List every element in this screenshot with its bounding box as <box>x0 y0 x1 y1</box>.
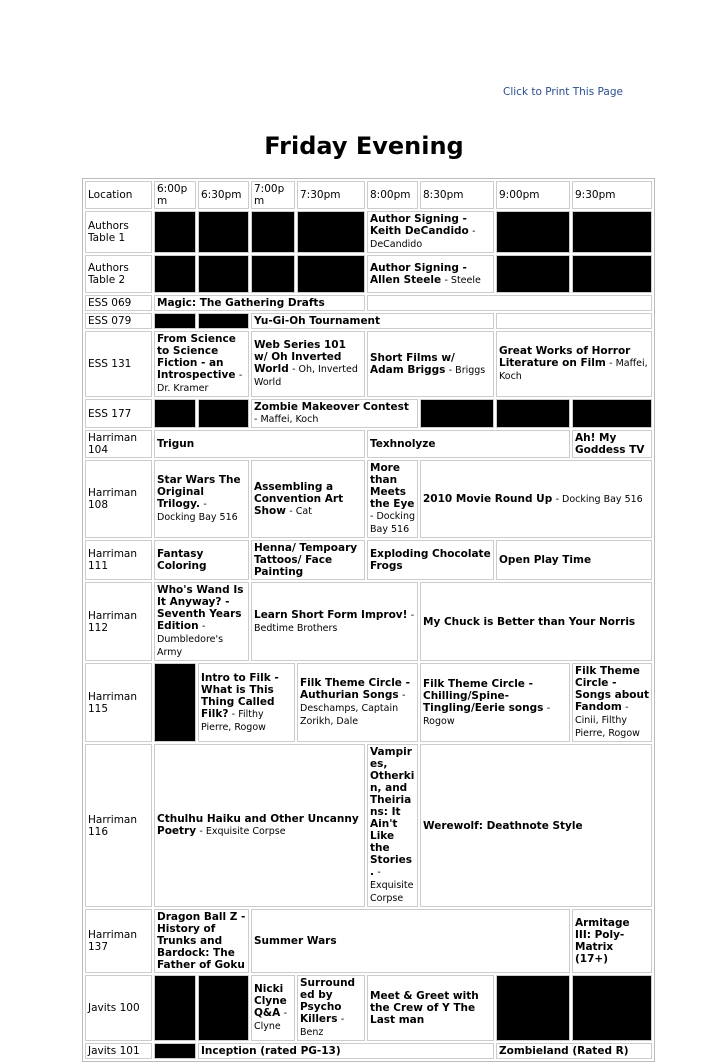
blocked-slot <box>154 399 196 428</box>
event-presenter: - Docking Bay 516 <box>370 511 415 535</box>
blocked-slot <box>154 1043 196 1059</box>
blocked-slot <box>420 399 494 428</box>
event-cell <box>154 540 249 580</box>
event-presenter: - DeCandido <box>370 226 476 250</box>
schedule-row <box>85 744 652 907</box>
blocked-slot <box>198 975 249 1041</box>
event-title: Armitage III: Poly-Matrix (17+) <box>575 917 630 965</box>
column-header-time: 9:00pm <box>496 181 570 209</box>
event-title: Magic: The Gathering Drafts <box>157 297 325 309</box>
event-title: Assembling a Convention Art Show <box>254 480 344 517</box>
event-presenter: - Oh, Inverted World <box>254 364 358 388</box>
event-cell <box>572 663 652 742</box>
column-header-time: 7:30pm <box>297 181 365 209</box>
event-presenter: - Cat <box>289 505 312 517</box>
location-cell: ESS 177 <box>85 399 152 428</box>
blocked-slot <box>496 255 570 293</box>
event-cell <box>154 430 365 458</box>
event-cell <box>251 460 365 538</box>
event-presenter: - Docking Bay 516 <box>157 499 238 523</box>
blocked-slot <box>251 211 295 253</box>
schedule-row <box>85 663 652 742</box>
event-title: Filk Theme Circle - Songs about Fandom <box>575 665 649 713</box>
event-title: Filk Theme Circle - Authurian Songs <box>300 677 410 701</box>
print-page-link[interactable]: Click to Print This Page <box>503 86 623 98</box>
event-cell <box>367 255 494 293</box>
event-presenter: - Docking Bay 516 <box>555 493 643 505</box>
blocked-slot <box>251 255 295 293</box>
location-cell: Harriman 115 <box>85 663 152 742</box>
event-title: Inception (rated PG-13) <box>201 1045 341 1057</box>
blocked-slot <box>572 211 652 253</box>
blocked-slot <box>496 211 570 253</box>
schedule-row <box>85 1043 652 1059</box>
event-title: Trigun <box>157 438 195 450</box>
event-cell <box>154 295 365 311</box>
event-title: Zombieland (Rated R) <box>499 1045 629 1057</box>
event-cell <box>297 975 365 1041</box>
location-cell: Javits 101 <box>85 1043 152 1059</box>
schedule-row <box>85 975 652 1041</box>
event-title: Author Signing - Allen Steele <box>370 261 467 286</box>
event-presenter: - Benz <box>300 1014 345 1038</box>
schedule-table <box>82 178 655 1062</box>
event-cell <box>198 663 295 742</box>
event-cell <box>154 909 249 973</box>
location-cell: Authors Table 1 <box>85 211 152 253</box>
event-presenter: - Dumbledore's Army <box>157 621 224 658</box>
event-cell <box>251 399 418 428</box>
event-title: Henna/ Tempoary Tattoos/ Face Painting <box>254 542 358 578</box>
event-presenter: - Maffei, Koch <box>499 358 648 382</box>
event-cell <box>367 211 494 253</box>
event-cell <box>572 909 652 973</box>
event-cell <box>367 460 418 538</box>
event-cell <box>367 975 494 1041</box>
event-presenter: - Clyne <box>254 1008 287 1032</box>
event-cell <box>420 582 652 661</box>
event-presenter: - Cinii, Filthy Pierre, Rogow <box>575 702 640 739</box>
event-cell <box>420 744 652 907</box>
event-cell <box>367 331 494 397</box>
event-title: Vampires, Otherkin, and Theirians: It Ain't Like the Stories. <box>370 746 415 878</box>
blocked-slot <box>154 975 196 1041</box>
empty-slot <box>496 313 652 329</box>
schedule-row <box>85 331 652 397</box>
schedule-row <box>85 211 652 253</box>
schedule-row <box>85 540 652 580</box>
event-title: Learn Short Form Improv! <box>254 608 408 621</box>
location-cell: ESS 079 <box>85 313 152 329</box>
schedule-row <box>85 430 652 458</box>
location-cell: Harriman 108 <box>85 460 152 538</box>
event-title: Exploding Chocolate Frogs <box>370 548 491 572</box>
event-cell <box>251 540 365 580</box>
event-presenter: - Briggs <box>448 364 486 376</box>
event-title: Who's Wand Is It Anyway? - Seventh Years Edition <box>157 584 244 632</box>
event-cell <box>367 430 570 458</box>
event-presenter: - Steele <box>444 274 481 286</box>
event-cell <box>154 460 249 538</box>
event-title: From Science to Science Fiction - an Introspective <box>157 333 236 381</box>
event-cell <box>251 313 494 329</box>
blocked-slot <box>496 975 570 1041</box>
location-cell: Harriman 104 <box>85 430 152 458</box>
blocked-slot <box>496 399 570 428</box>
location-cell: Harriman 111 <box>85 540 152 580</box>
blocked-slot <box>572 975 652 1041</box>
event-title: Werewolf: Deathnote Style <box>423 819 583 832</box>
event-cell <box>496 1043 652 1059</box>
location-cell: ESS 069 <box>85 295 152 311</box>
schedule-row <box>85 399 652 428</box>
schedule-row <box>85 460 652 538</box>
event-title: 2010 Movie Round Up <box>423 492 553 505</box>
event-title: Author Signing - Keith DeCandido <box>370 213 469 237</box>
event-presenter: - Rogow <box>423 702 551 727</box>
blocked-slot <box>154 663 196 742</box>
event-cell <box>367 540 494 580</box>
event-cell <box>198 1043 494 1059</box>
event-cell <box>251 582 418 661</box>
event-title: My Chuck is Better than Your Norris <box>423 615 636 628</box>
column-header-time: 7:00pm <box>251 181 295 209</box>
blocked-slot <box>572 255 652 293</box>
column-header-time: 6:00pm <box>154 181 196 209</box>
event-title: Open Play Time <box>499 554 592 566</box>
schedule-row <box>85 255 652 293</box>
event-cell <box>572 430 652 458</box>
event-cell <box>154 582 249 661</box>
location-cell: Harriman 112 <box>85 582 152 661</box>
event-title: Star Wars The Original Trilogy. <box>157 474 241 510</box>
location-cell: Harriman 116 <box>85 744 152 907</box>
event-cell <box>154 331 249 397</box>
event-presenter: - Bedtime Brothers <box>254 609 415 634</box>
event-presenter: - Dr. Kramer <box>157 370 243 394</box>
blocked-slot <box>198 313 249 329</box>
page-title: Friday Evening <box>264 132 464 160</box>
event-cell <box>251 331 365 397</box>
event-presenter: - Filthy Pierre, Rogow <box>201 708 266 733</box>
blocked-slot <box>198 255 249 293</box>
event-title: Filk Theme Circle - Chilling/Spine-Tingling/Eerie songs <box>423 677 544 714</box>
event-presenter: - Exquisite Corpse <box>370 867 414 904</box>
event-title: Great Works of Horror Literature on Film <box>499 345 631 369</box>
blocked-slot <box>572 399 652 428</box>
schedule-row <box>85 582 652 661</box>
event-cell <box>420 663 570 742</box>
blocked-slot <box>198 399 249 428</box>
event-title: More than Meets the Eye <box>370 462 415 510</box>
blocked-slot <box>154 255 196 293</box>
event-title: Yu-Gi-Oh Tournament <box>254 315 381 327</box>
column-header-time: 6:30pm <box>198 181 249 209</box>
blocked-slot <box>297 255 365 293</box>
empty-slot <box>367 295 652 311</box>
column-header-location: Location <box>85 181 152 209</box>
event-title: Dragon Ball Z - History of Trunks and Bardock: The Father of Goku <box>157 911 246 971</box>
event-title: Intro to Filk - What is This Thing Called Filk? <box>201 671 279 720</box>
event-cell <box>297 663 418 742</box>
event-cell <box>496 540 652 580</box>
event-title: Cthulhu Haiku and Other Uncanny Poetry <box>157 813 359 837</box>
event-title: Meet & Greet with the Crew of Y The Last man <box>370 990 479 1026</box>
column-header-time: 8:30pm <box>420 181 494 209</box>
event-title: Summer Wars <box>254 935 337 947</box>
blocked-slot <box>297 211 365 253</box>
event-title: Zombie Makeover Contest <box>254 401 409 413</box>
event-presenter: - Deschamps, Captain Zorikh, Dale <box>300 690 406 727</box>
event-cell <box>420 460 652 538</box>
location-cell: Harriman 137 <box>85 909 152 973</box>
blocked-slot <box>154 313 196 329</box>
event-cell <box>496 331 652 397</box>
event-title: Texhnolyze <box>370 438 436 450</box>
schedule-row <box>85 295 652 311</box>
event-cell <box>154 744 365 907</box>
schedule-row <box>85 313 652 329</box>
event-title: Surrounded by Psycho Killers <box>300 977 356 1025</box>
event-cell <box>251 909 570 973</box>
column-header-time: 8:00pm <box>367 181 418 209</box>
event-cell <box>367 744 418 907</box>
header-row <box>85 181 652 209</box>
event-presenter: - Exquisite Corpse <box>199 826 286 837</box>
location-cell: Javits 100 <box>85 975 152 1041</box>
event-title: Short Films w/ Adam Briggs <box>370 351 455 376</box>
column-header-time: 9:30pm <box>572 181 652 209</box>
location-cell: ESS 131 <box>85 331 152 397</box>
event-title: Ah! My Goddess TV <box>575 432 645 456</box>
blocked-slot <box>198 211 249 253</box>
location-cell: Authors Table 2 <box>85 255 152 293</box>
event-title: Fantasy Coloring <box>157 548 207 572</box>
event-title: Nicki Clyne Q&A <box>254 983 287 1019</box>
schedule-row <box>85 909 652 973</box>
event-title: Web Series 101 w/ Oh Inverted World <box>254 339 346 375</box>
event-cell <box>251 975 295 1041</box>
blocked-slot <box>154 211 196 253</box>
event-presenter: - Maffei, Koch <box>254 414 319 425</box>
